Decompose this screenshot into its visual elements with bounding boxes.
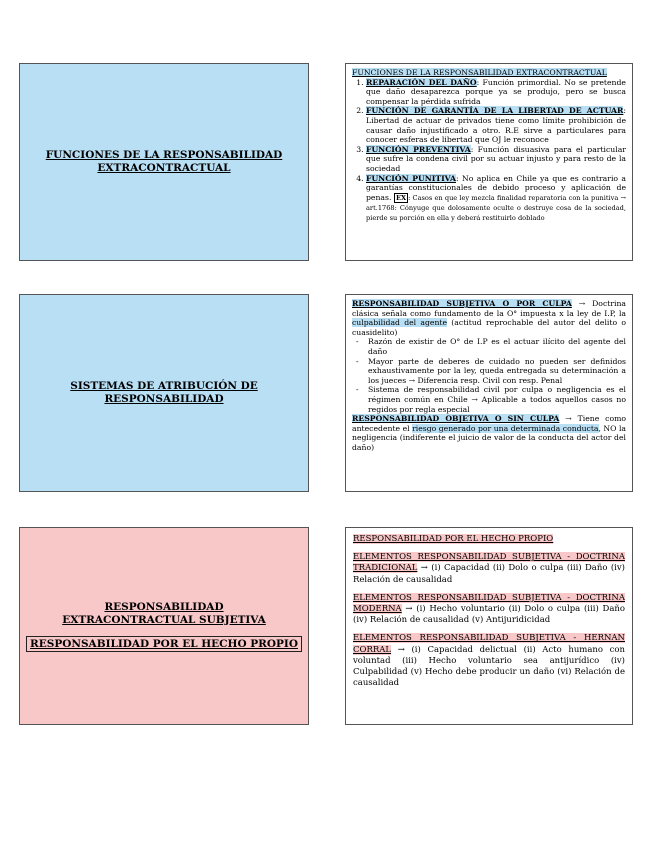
slide-1-notes (345, 63, 633, 261)
ex-badge: EX (395, 193, 407, 202)
slide-1-card (19, 63, 309, 261)
slide-3-subtitle: RESPONSABILIDAD POR EL HECHO PROPIO (26, 636, 302, 652)
item-text: : Función disuasiva para el particular que sufre la condena civil por su actuar injusto y para resto de la sociedad (366, 144, 626, 173)
block-text: → (i) Capacidad (ii) Dolo o culpa (iii) Daño (iv) Relación de causalidad (353, 563, 625, 585)
bullet-item: - Mayor parte de deberes de cuidado no pueden ser definidos exhaustivamente por la ley, queda entregada su determinación a los jueces → Diferencia resp. Civil con resp. Penal (368, 357, 626, 386)
notes-1-item (366, 106, 626, 144)
notes-3-heading: RESPONSABILIDAD POR EL HECHO PROPIO (353, 534, 554, 544)
slide-3-notes (345, 527, 633, 725)
notes-1-heading: FUNCIONES DE LA RESPONSABILIDAD EXTRACONTRACTUAL (352, 68, 607, 77)
block-title: ELEMENTOS RESPONSABILIDAD SUBJETIVA - HERNAN CORRAL (353, 633, 625, 655)
slide-1-title: FUNCIONES DE LA RESPONSABILIDAD EXTRACONTRACTUAL (45, 149, 283, 174)
slide-3-title: RESPONSABILIDAD EXTRACONTRACTUAL SUBJETIVA (62, 600, 266, 626)
item-title: FUNCIÓN DE GARANTÍA DE LA LIBERTAD DE ACTUAR (366, 106, 624, 116)
notes-3-block (353, 633, 625, 689)
subjective-text: → Doctrina clásica señala como fundamento de la O° impuesta x la ley de I.P, la (352, 299, 627, 318)
block-title: ELEMENTOS RESPONSABILIDAD SUBJETIVA - DOCTRINA TRADICIONAL (353, 552, 625, 574)
item-text: : Función primordial. No se pretende que daño desaparezca porque ya se produjo, pero se busca compensar la pérdida sufrida (366, 77, 626, 106)
slide-3-card (19, 527, 309, 725)
item-ex-text: : Casos en que ley mezcla finalidad reparatoria con la punitiva → art.1768: Cónyuge que dolosamente oculte o destruye cosa de la sociedad, pierde su porción en ella y deberá restituirlo doblado (366, 193, 626, 222)
notes-1-item (366, 78, 626, 107)
item-text: : No aplica en Chile ya que es contrario a garantías constitucionales de debido proceso y aplicación de penas. (366, 173, 627, 202)
notes-2-subjective (352, 299, 626, 337)
block-text: → (i) Hecho voluntario (ii) Dolo o culpa (iii) Daño (iv) Relación de causalidad (v) Antijuridicidad (353, 604, 625, 626)
objective-text-end: , NO la negligencia (indiferente el juicio de valor de la conducta del actor del daño) (352, 423, 626, 452)
bullet-item: - Sistema de responsabilidad civil por culpa o negligencia es el régimen común en Chile → Aplicable a todos aquellos casos no regidos por regla especial (368, 385, 626, 414)
item-title: FUNCIÓN PREVENTIVA (366, 144, 471, 154)
bullet-item: - Razón de existir de O° de I.P es el actuar ilícito del agente del daño (368, 337, 626, 356)
objective-title: RESPONSABILIDAD OBJETIVA O SIN CULPA (352, 414, 560, 424)
item-text: : Libertad de actuar de privados tiene como límite prohibición de causar daño injustificado a otro. R.E sirve a particulares para conocer esferas de libertad que OJ le reconoce (366, 106, 626, 145)
item-title: REPARACIÓN DEL DAÑO (366, 77, 477, 87)
notes-2-bullets (352, 337, 626, 414)
slide-2-notes (345, 294, 633, 492)
block-title: ELEMENTOS RESPONSABILIDAD SUBJETIVA - DOCTRINA MODERNA (353, 592, 625, 615)
item-title: FUNCIÓN PUNITIVA (366, 173, 457, 183)
subjective-text-end: (actitud reprochable del autor del delito o cuasidelito) (352, 318, 626, 337)
notes-1-item (366, 174, 626, 223)
notes-3-heading-line (353, 534, 625, 545)
notes-3-block (353, 552, 625, 586)
notes-1-list (352, 78, 626, 223)
slide-2-card (19, 294, 309, 492)
objective-text: → Tiene como antecedente el (352, 414, 627, 433)
notes-3-block (353, 593, 625, 627)
subjective-title: RESPONSABILIDAD SUBJETIVA O POR CULPA (352, 299, 572, 308)
objective-highlight: riesgo generado por una determinada conducta (412, 423, 599, 433)
notes-2-objective (352, 414, 626, 452)
slide-2-title: SISTEMAS DE ATRIBUCIÓN DE RESPONSABILIDAD (70, 380, 258, 405)
subjective-highlight: culpabilidad del agente (352, 318, 448, 328)
block-text: → (i) Capacidad delictual (ii) Acto humano con voluntad (iii) Hecho voluntario sea antijurídico (iv) Culpabilidad (v) Hecho debe producir un daño (vi) Relación de causalidad (353, 644, 625, 689)
notes-1-item (366, 145, 626, 174)
